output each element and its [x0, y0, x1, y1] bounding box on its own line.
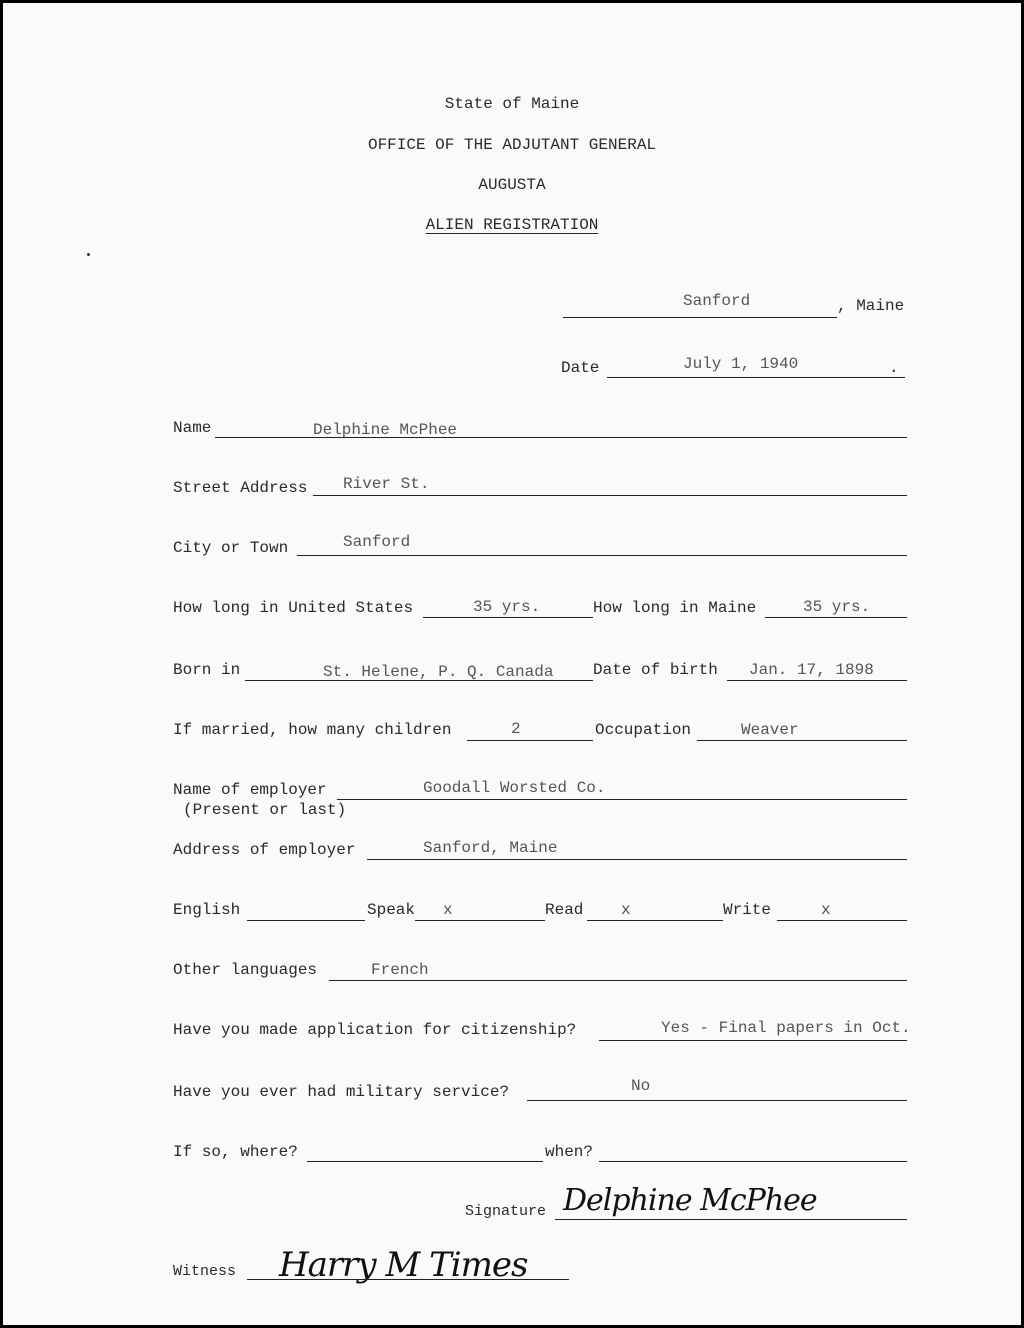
write-value: x	[821, 901, 831, 919]
date-label: Date	[561, 359, 600, 377]
name-label: Name	[173, 419, 212, 437]
employer-line	[337, 799, 907, 800]
write-line	[777, 920, 907, 921]
write-label: Write	[723, 901, 772, 919]
maine-years-value: 35 yrs.	[803, 598, 871, 616]
occupation-value: Weaver	[741, 721, 799, 739]
dob-value: Jan. 17, 1898	[749, 661, 874, 679]
witness-handwriting: Harry M Times	[279, 1245, 528, 1285]
children-value: 2	[511, 720, 521, 738]
where-label: If so, where?	[173, 1143, 298, 1161]
date-line	[607, 377, 905, 378]
street-value: River St.	[343, 475, 430, 493]
english-label: English	[173, 901, 241, 919]
speak-line	[415, 920, 545, 921]
occupation-line	[697, 740, 907, 741]
city-line	[297, 555, 907, 556]
date-period: .	[889, 359, 899, 377]
read-value: x	[621, 901, 631, 919]
born-in-label: Born in	[173, 661, 241, 679]
street-label: Street Address	[173, 479, 308, 497]
maine-years-label: How long in Maine	[593, 599, 757, 617]
citizenship-value: Yes - Final papers in Oct.	[661, 1019, 911, 1037]
signature-label: Signature	[465, 1203, 547, 1220]
maine-years-line	[765, 617, 907, 618]
employer-address-value: Sanford, Maine	[423, 839, 558, 857]
other-languages-line	[329, 980, 907, 981]
children-label: If married, how many children	[173, 721, 452, 739]
date-value: July 1, 1940	[683, 355, 799, 373]
state-suffix: , Maine	[837, 297, 905, 315]
dob-line	[727, 680, 907, 681]
name-line	[215, 437, 907, 438]
signature-handwriting: Delphine McPhee	[563, 1183, 817, 1218]
header-office: OFFICE OF THE ADJUTANT GENERAL	[367, 136, 657, 154]
header-state: State of Maine	[444, 95, 580, 113]
citizenship-label: Have you made application for citizenship?	[173, 1021, 577, 1039]
citizenship-line	[599, 1040, 907, 1041]
military-label: Have you ever had military service?	[173, 1083, 510, 1101]
other-languages-label: Other languages	[173, 961, 318, 979]
signature-line	[555, 1219, 907, 1220]
employer-label: Name of employer	[173, 781, 327, 799]
speak-label: Speak	[367, 901, 416, 919]
born-in-value: St. Helene, P. Q. Canada	[323, 663, 554, 681]
english-line	[247, 920, 365, 921]
employer-sublabel: (Present or last)	[183, 801, 347, 819]
us-years-line	[423, 617, 593, 618]
witness-line	[247, 1279, 569, 1280]
when-label: when?	[545, 1143, 594, 1161]
occupation-label: Occupation	[595, 721, 692, 739]
name-value: Delphine McPhee	[313, 421, 458, 439]
other-languages-value: French	[371, 961, 429, 979]
military-line	[527, 1100, 907, 1101]
military-value: No	[631, 1077, 651, 1095]
scan-speck	[87, 253, 90, 256]
header-city: AUGUSTA	[478, 176, 546, 194]
town-line	[563, 317, 837, 318]
children-line	[467, 740, 593, 741]
dob-label: Date of birth	[593, 661, 718, 679]
form-title	[3, 216, 1021, 234]
form-title-text: ALIEN REGISTRATION	[425, 216, 599, 234]
where-line	[307, 1161, 543, 1162]
street-line	[313, 495, 907, 496]
us-years-label: How long in United States	[173, 599, 414, 617]
read-label: Read	[545, 901, 584, 919]
when-line	[599, 1161, 907, 1162]
employer-address-line	[367, 859, 907, 860]
alien-registration-form	[3, 3, 1021, 1325]
speak-value: x	[443, 901, 453, 919]
employer-value: Goodall Worsted Co.	[423, 779, 606, 797]
born-in-line	[245, 680, 593, 681]
city-value: Sanford	[343, 533, 411, 551]
us-years-value: 35 yrs.	[473, 598, 541, 616]
city-label: City or Town	[173, 539, 289, 557]
witness-label: Witness	[173, 1263, 237, 1280]
employer-address-label: Address of employer	[173, 841, 356, 859]
town-value: Sanford	[683, 292, 751, 310]
read-line	[587, 920, 723, 921]
